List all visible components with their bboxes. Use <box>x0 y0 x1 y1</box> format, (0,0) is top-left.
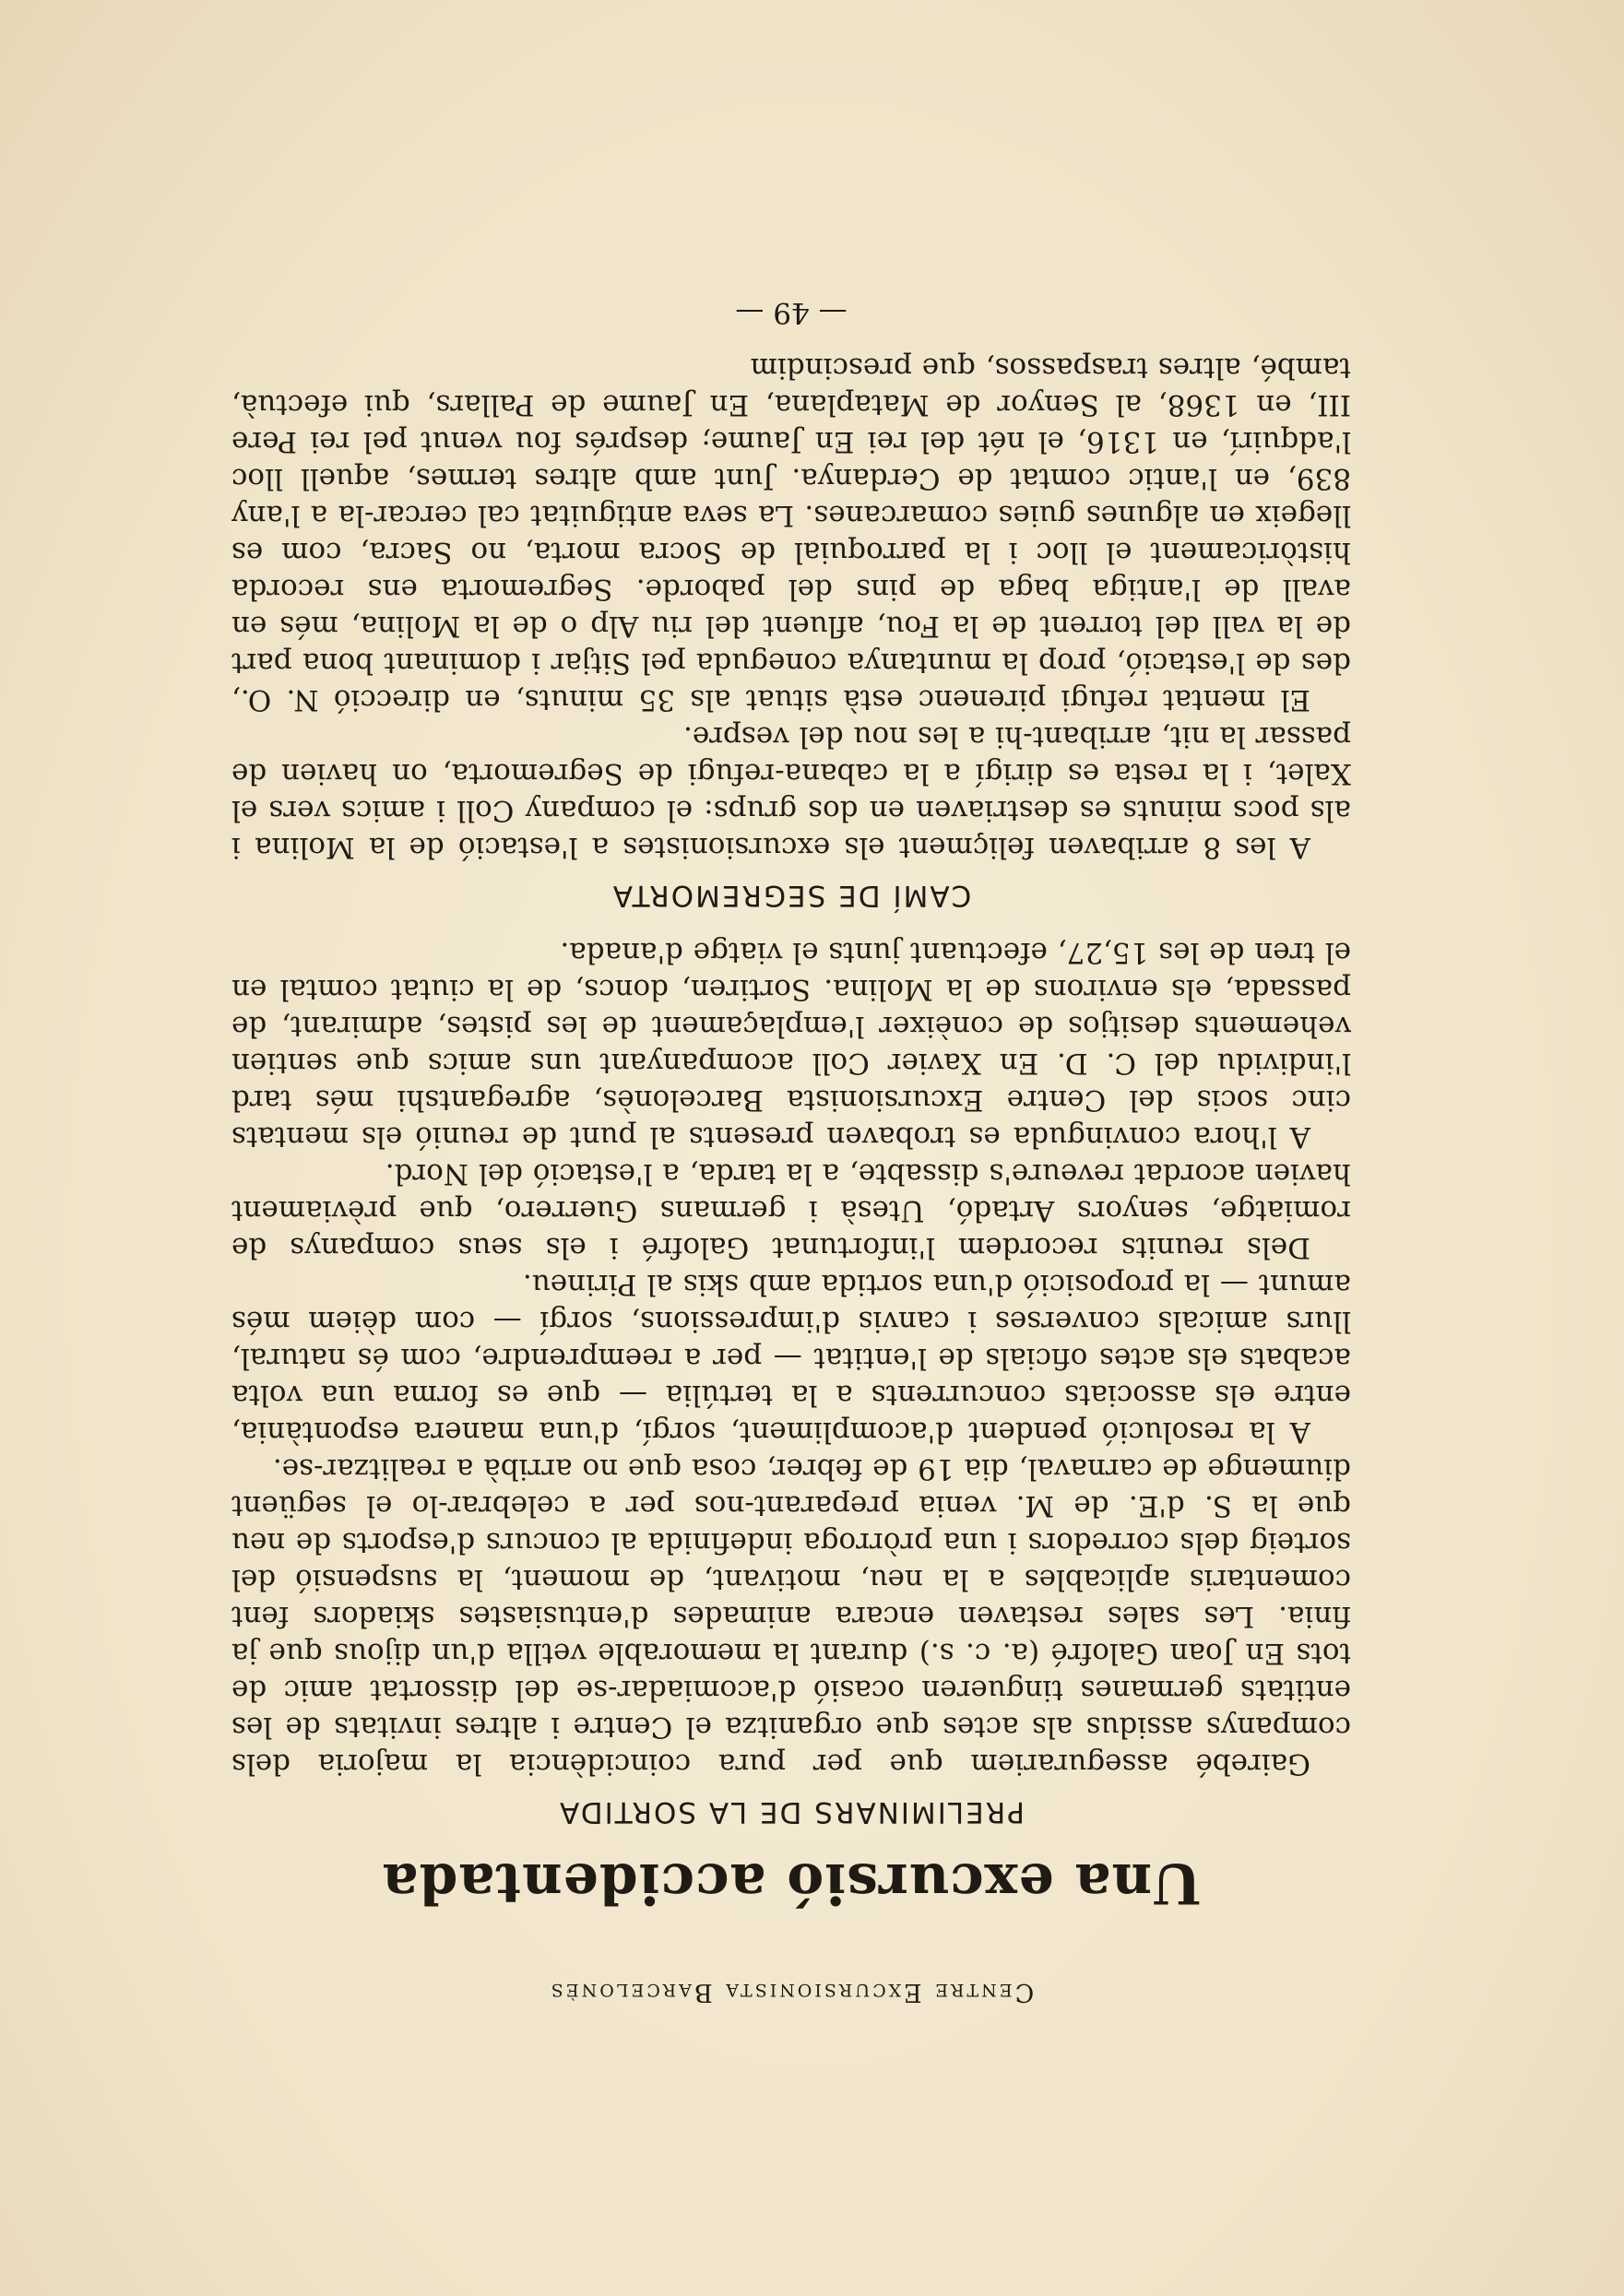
page-number: — 49 — <box>735 296 848 329</box>
paragraph: El mentat refugi pirenenc està situat als 35 minuts, en direcció N. O., des de l'estació, prop la muntanya coneguda pel Sitjar i dominant bona part de la vall del torrent de la Fou, afluent del riu Alp o de la Molina, més en avall de l'antiga baga de pins del paborde. Segremorta ens recorda històricament el lloc i la parroquial de Socra morta, no Sacra, com es llegeix en algunes guies comarcanes. La seva antiguitat cal cercar-la a l'any 839, en l'antic comtat de Cerdanya. Junt amb altres termes, aquell lloc l'adquirí, en 1316, el nét del rei En Jaume; després fou venut pel rei Pere III, en 1368, al Senyor de Mataplana, En Jaume de Pallars, qui efectuà, també, altres traspassos, que prescindim <box>231 351 1351 716</box>
page-content <box>231 296 1351 2006</box>
paragraph: A la resolució pendent d'acompliment, sorgí, d'una manera espontània, entre els associats concurrents a la tertúlia — que es forma una volta acabats els actes oficials de l'entitat — per a reemprendre, com és natural, llurs amicals converses i canvis d'impressions, sorgí — com dèiem més amunt — la proposició d'una sortida amb skis al Pirineu. <box>231 1268 1351 1449</box>
paragraph: Gairebé assegurariem que per pura coincidència la majoria dels companys assidus als actes que organitza el Centre i altres invitats de les entitats germanes tingueren ocasió d'acomiadar-se del dissortat amic de tots En Joan Galofré (a. c. s.) durant la memorable vetlla d'un dijous que ja finia. Les sales restaven encara animades d'entusiastes skiadors fent comentaris aplicables a la neu, motivant, de moment, la suspensió del sorteig dels corredors i una pròrroga indefinida al concurs d'esports de neu que la S. d'E. de M. venia preparant-nos per a celebrar-lo el següent diumenge de carnaval, dia 19 de febrer, cosa que no arribà a realitzar-se. <box>231 1452 1351 1781</box>
section-heading-preliminars: PRELIMINARS DE LA SORTIDA <box>558 1795 1025 1829</box>
paragraph: Dels reunits recordem l'infortunat Galofré i els seus companys de romiatge, senyors Artadó, Utesà i germans Guerrero, que prèviament havien acordat reveure's dissabte, a la tarda, a l'estació del Nord. <box>231 1157 1351 1264</box>
running-header: Centre Excursionista Barcelonès <box>548 1978 1035 2006</box>
paragraph: A les 8 arribaven feliçment els excursionistes a l'estació de la Molina i als pocs minuts es destriaven en dos grups: el company Coll i amics vers el Xalet, i la resta es dirigí a la cabana-refugi de Segremorta, on havien de passar la nit, arribant-hi a les nou del vespre. <box>231 720 1351 864</box>
section-heading-cami: CAMÍ DE SEGREMORTA <box>610 879 972 912</box>
paragraph: A l'hora convinguda es trobaven presents al punt de reunió els mentats cinc socis del Centre Excursionista Barcelonès, agregantshi més tard l'individu del C. D. En Xavier Coll acompanyant uns amics que sentien vehements desitjos de conèixer l'emplaçament de les pistes, admirant, de passada, els environs de la Molina. Sortiren, doncs, de la ciutat comtal en el tren de les 15,27, efectuant junts el viatge d'anada. <box>231 936 1351 1154</box>
article-title: Una excursió accidentada <box>381 1851 1202 1915</box>
